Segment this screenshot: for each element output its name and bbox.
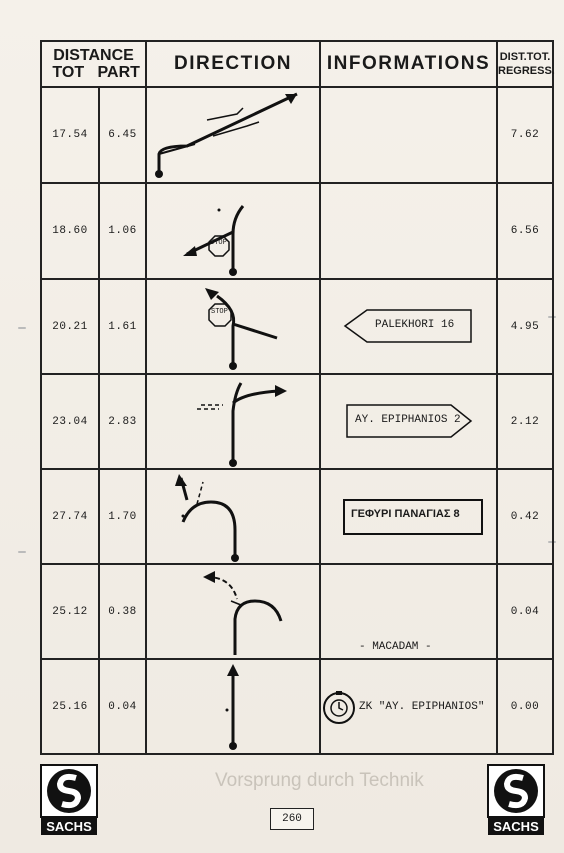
direction-cell <box>146 279 320 374</box>
signpost-text: AY. EPIPHANIOS 2 <box>355 414 461 426</box>
info-cell <box>320 659 497 754</box>
regress-cell: 0.42 <box>497 469 553 564</box>
sachs-logo-left <box>40 764 98 836</box>
regress-cell: 2.12 <box>497 374 553 469</box>
part-cell: 2.83 <box>99 374 146 469</box>
info-cell <box>320 564 497 659</box>
direction-cell <box>146 183 320 279</box>
tulip-diagram <box>147 660 319 753</box>
tot-cell: 25.12 <box>41 564 99 659</box>
regress-cell: 6.56 <box>497 183 553 279</box>
punch-mark <box>18 551 26 553</box>
header-distance-label: DISTANCE <box>53 47 134 64</box>
direction-cell <box>146 564 320 659</box>
info-cell <box>320 87 497 183</box>
part-cell: 1.61 <box>99 279 146 374</box>
direction-cell <box>146 87 320 183</box>
part-cell: 0.38 <box>99 564 146 659</box>
tot-cell: 27.74 <box>41 469 99 564</box>
page-number: 260 <box>270 808 314 830</box>
table-row <box>41 183 553 279</box>
header-row <box>41 41 553 87</box>
tot-cell: 25.16 <box>41 659 99 754</box>
header-dist-tot-regress <box>497 41 553 87</box>
signpost-text: PALEKHORI 16 <box>375 319 455 331</box>
checkpoint-clock-icon <box>321 690 357 726</box>
punch-mark <box>18 327 26 329</box>
tot-cell: 20.21 <box>41 279 99 374</box>
regress-cell: 7.62 <box>497 87 553 183</box>
header-informations: INFORMATIONS <box>320 41 497 87</box>
header-dist-tot: DIST.TOT. <box>499 51 551 63</box>
table-row <box>41 564 553 659</box>
part-cell: 0.04 <box>99 659 146 754</box>
stop-sign-label: STOP <box>210 239 227 247</box>
sachs-logo-text: SACHS <box>46 819 92 834</box>
tot-cell: 23.04 <box>41 374 99 469</box>
direction-cell <box>146 469 320 564</box>
header-tot: TOT <box>52 64 85 81</box>
tulip-diagram <box>147 470 319 563</box>
tulip-diagram <box>147 280 319 373</box>
table-row <box>41 659 553 754</box>
table-row <box>41 279 553 374</box>
regress-cell: 4.95 <box>497 279 553 374</box>
table-row <box>41 469 553 564</box>
part-cell: 1.70 <box>99 469 146 564</box>
header-part: PART <box>97 64 140 81</box>
roadbook-table <box>40 40 554 755</box>
sachs-logo-text: SACHS <box>493 819 539 834</box>
background-watermark: Vorsprung durch Technik <box>215 770 424 791</box>
table-row <box>41 87 553 183</box>
tulip-diagram <box>147 184 319 278</box>
regress-cell: 0.04 <box>497 564 553 659</box>
info-cell <box>320 469 497 564</box>
direction-cell <box>146 374 320 469</box>
tot-cell: 18.60 <box>41 183 99 279</box>
part-cell: 1.06 <box>99 183 146 279</box>
surface-note: - MACADAM - <box>359 641 432 653</box>
tulip-diagram <box>147 565 319 658</box>
header-direction: DIRECTION <box>146 41 320 87</box>
sachs-logo-right <box>487 764 545 836</box>
table-row <box>41 374 553 469</box>
info-cell <box>320 279 497 374</box>
header-distance <box>41 41 146 87</box>
checkpoint-text: ZK "AY. EPIPHANIOS" <box>359 701 485 713</box>
regress-cell: 0.00 <box>497 659 553 754</box>
direction-cell <box>146 659 320 754</box>
part-cell: 6.45 <box>99 87 146 183</box>
stop-sign-label: STOP <box>211 308 228 316</box>
tulip-diagram <box>147 375 319 468</box>
tulip-diagram <box>147 88 319 182</box>
signpost-text: ΓΕΦΥΡΙ ΠΑΝΑΓΙΑΣ 8 <box>351 508 460 520</box>
tot-cell: 17.54 <box>41 87 99 183</box>
info-cell <box>320 374 497 469</box>
header-regress: REGRESS. <box>498 65 555 77</box>
info-cell <box>320 183 497 279</box>
